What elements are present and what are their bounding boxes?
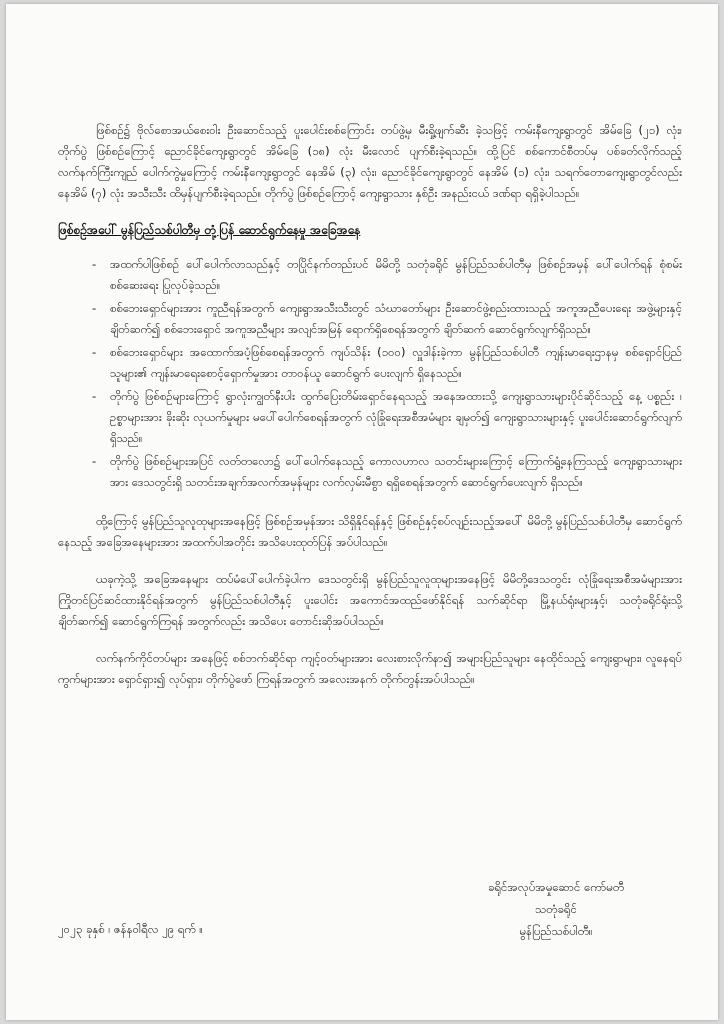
paragraph-appeal: လက်နက်ကိုင်တပ်များ အနေဖြင့် စစ်ဘက်ဆိုင်ရာ ကျင့်ဝတ်များအား လေးစားလိုက်နာ၍ အများပြည်သူများ နေထိုင်သည့် ကျေးရွာများ၊ လူနေရပ်ကွက်များအား ရှောင်ရှား၍ လုပ်ရှား၊ တိုက်ပွဲဖော် ကြရန်အတွက် အလေးအနက် တိုက်တွန်းအပ်ပါသည်။ — [58, 651, 682, 686]
signature-block — [456, 876, 656, 942]
list-item: - တိုက်ပွဲ ဖြစ်စဉ်များကြောင့် ရွာလုံးကျွတ်နီးပါး ထွက်ပြေးတိမ်းရှောင်နေရသည့် အနေအထားသို့ ကျေးရွာသားများပိုင်ဆိုင်သည့် နေ့ ပစ္စည်း ၊ ဥစ္စာများအား ခိုးဆိုး လုယက်မှုများ မပေါ်ပေါက်စေရန်အတွက် လုံခြုံရေးအစီအမံများ ချမှတ်၍ ကျေးရွာသားများနှင့် ပူးပေါင်းဆောင်ရွက်လျက် ရှိသည်။ — [92, 389, 682, 445]
paragraph-notice: ထို့ကြောင့် မွန်ပြည်သူလူထုများအနေဖြင့် ဖြစ်စဉ်အမှန်အား သိရှိနိုင်ရန်နှင့် ဖြစ်စဉ်နှင့်စပ်လျဉ်းသည့်အပေါ် မိမိတို့ မွန်ပြည်သစ်ပါတီမှ ဆောင်ရွက်နေသည့် အခြေအနေများအား အထက်ပါအတိုင်း အသိပေးထုတ်ပြန် အပ်ပါသည်။ — [58, 514, 682, 549]
list-item-text: စစ်ဘေးရှောင်များအား ကူညီရန်အတွက် ကျေးရွာအသီးသီးတွင် သံဃာတော်များ ဦးဆောင်ဖွဲ့စည်းထားသည့် အကူအညီပေးရေး အဖွဲ့များနှင့် ချိတ်ဆက်၍ စစ်ဘေးရှောင် အကူအညီများ အလျင်အမြန် ရောက်ရှိစေရန်အတွက် ချိတ်ဆက် ဆောင်ရွက်လျက်ရှိသည်။ — [110, 301, 682, 336]
response-list — [58, 254, 682, 493]
list-item-text: တိုက်ပွဲ ဖြစ်စဉ်များကြောင့် ရွာလုံးကျွတ်နီးပါး ထွက်ပြေးတိမ်းရှောင်နေရသည့် အနေအထားသို့ ကျေးရွာသားများပိုင်ဆိုင်သည့် နေ့ ပစ္စည်း ၊ ဥစ္စာများအား ခိုးဆိုး လုယက်မှုများ မပေါ်ပေါက်စေရန်အတွက် လုံခြုံရေးအစီအမံများ ချမှတ်၍ ကျေးရွာသားများနှင့် ပူးပေါင်းဆောင်ရွက်လျက် ရှိသည်။ — [110, 389, 682, 445]
list-item-text: အထက်ပါဖြစ်စဉ် ပေါ်ပေါက်လာသည်နှင့် တပြိုင်နက်တည်းပင် မိမိတို့ သတုံခရိုင် မွန်ပြည်သစ်ပါတီမှ ဖြစ်စဉ်အမှန် ပေါ်ပေါက်ရန် စုံစမ်းစစ်ဆေးရေး ပြုလုပ်ခဲ့သည်။ — [110, 257, 682, 292]
document-page — [6, 4, 718, 1020]
list-item: - အထက်ပါဖြစ်စဉ် ပေါ်ပေါက်လာသည်နှင့် တပြိုင်နက်တည်းပင် မိမိတို့ သတုံခရိုင် မွန်ပြည်သစ်ပါတီမှ ဖြစ်စဉ်အမှန် ပေါ်ပေါက်ရန် စုံစမ်းစစ်ဆေးရေး ပြုလုပ်ခဲ့သည်။ — [92, 257, 682, 292]
paragraph-request: ယခုကဲ့သို့ အခြေအနေများ ထပ်မံပေါ်ပေါက်ခဲ့ပါက ဒေသတွင်းရှိ မွန်ပြည်သူလူထုများအနေဖြင့် မိမိတို့ဒေသတွင်း လုံခြုံရေးအစီအမံများအား ကြိုတင်ပြင်ဆင်ထားနိုင်ရန်အတွက် မွန်ပြည်သစ်ပါတီနှင့် ပူးပေါင်း အကောင်အထည်ဖော်နိုင်ရန် သက်ဆိုင်ရာ မြို့နယ်ရုံးများနှင့်၊ သတုံခရိုင်ရုံးသို့ ချိတ်ဆက်၍ ဆောင်ရွက်ကြရန် အတွက်လည်း အသိပေး တောင်းဆိုအပ်ပါသည်။ — [58, 572, 682, 628]
paragraph-incident: ဖြစ်စဉ်၌ ဗိုလ်စောအယ်စေးဝါး ဦးဆောင်သည့် ပူးပေါင်းစစ်ကြောင်း တပ်ဖွဲ့မှ မီးရှို့ဖျက်ဆီး ခဲ့သဖြင့် ကမ်းနီကျေးရွာတွင် အိမ်ခြေ (၂၁) လုံး၊ တိုက်ပွဲ ဖြစ်စဉ်ကြောင့် ညောင်ခိုင်ကျေးရွာတွင် အိမ်ခြေ (၁၈) လုံး မီးလောင် ပျက်စီးခဲ့ရသည်။ ထို့ပြင် စစ်ကောင်စီတပ်မှ ပစ်ခတ်လိုက်သည့် လက်နက်ကြီးကျည် ပေါက်ကွဲမှုကြောင့် ကမ်းနီကျေးရွာတွင် နေအိမ် (၃) လုံး၊ ညောင်ခိုင်ကျေးရွာတွင် နေအိမ် (၁) လုံး၊ သရက်တောကျေးရွာတွင်လည်း နေအိမ် (၇) လုံး အသီးသီး ထိမှန်ပျက်စီးခဲ့ရသည်။ တိုက်ပွဲ ဖြစ်စဉ်ကြောင့် ကျေးရွာသား နှစ်ဦး အနည်းငယ် ဒဏ်ရာ ရရှိခဲ့ပါသည်။ — [58, 123, 682, 200]
signature-district: သတုံခရိုင် — [535, 902, 577, 916]
signature-committee: ခရိုင်အလုပ်အမှုဆောင် ကော်မတီ — [487, 880, 625, 894]
letter-body — [58, 120, 682, 706]
section-heading: ဖြစ်စဉ်အပေါ် မွန်ပြည်သစ်ပါတီမှ တုံ့ပြန် ဆောင်ရွက်နေမှု အခြေအနေ — [58, 223, 361, 237]
signature-party: မွန်ပြည်သစ်ပါတီ။ — [519, 924, 593, 938]
letter-date: ၂၀၂၃ ခုနှစ် ၊ ဇန်နဝါရီလ ၂၉ ရက် ။ — [58, 922, 203, 936]
list-item: - စစ်ဘေးရှောင်များ အထောက်အပံ့ဖြစ်စေရန်အတွက် ကျပ်သိန်း (၁၀၀) လှူဒါန်းခဲ့ကာ မွန်ပြည်သစ်ပါတီ ကျန်းမာရေးဌာနမှ စစ်ရှောင်ပြည်သူများ၏ ကျန်းမာရေးစောင့်ရှောက်မှုအား တာဝန်ယူ ဆောင်ရွက် ပေးလျက် ရှိနေသည်။ — [92, 345, 682, 380]
list-item: - စစ်ဘေးရှောင်များအား ကူညီရန်အတွက် ကျေးရွာအသီးသီးတွင် သံဃာတော်များ ဦးဆောင်ဖွဲ့စည်းထားသည့် အကူအညီပေးရေး အဖွဲ့များနှင့် ချိတ်ဆက်၍ စစ်ဘေးရှောင် အကူအညီများ အလျင်အမြန် ရောက်ရှိစေရန်အတွက် ချိတ်ဆက် ဆောင်ရွက်လျက်ရှိသည်။ — [92, 301, 682, 336]
list-item-text: တိုက်ပွဲ ဖြစ်စဉ်များအပြင် လတ်တလော၌ ပေါ်ပေါက်နေသည့် ကောလဟာလ သတင်းများကြောင့် ကြောက်ရွံ့နေကြသည့် ကျေးရွာသားများအား ဒေသတွင်းရှိ သတင်းအချက်အလက်အမှန်များ လက်လှမ်းမီစွာ ရရှိစေရန်အတွက် ဆောင်ရွက်ပေးလျက် ရှိသည်။ — [110, 454, 682, 489]
list-item-text: စစ်ဘေးရှောင်များ အထောက်အပံ့ဖြစ်စေရန်အတွက် ကျပ်သိန်း (၁၀၀) လှူဒါန်းခဲ့ကာ မွန်ပြည်သစ်ပါတီ ကျန်းမာရေးဌာနမှ စစ်ရှောင်ပြည်သူများ၏ ကျန်းမာရေးစောင့်ရှောက်မှုအား တာဝန်ယူ ဆောင်ရွက် ပေးလျက် ရှိနေသည်။ — [110, 345, 682, 380]
list-item: - တိုက်ပွဲ ဖြစ်စဉ်များအပြင် လတ်တလော၌ ပေါ်ပေါက်နေသည့် ကောလဟာလ သတင်းများကြောင့် ကြောက်ရွံ့နေကြသည့် ကျေးရွာသားများအား ဒေသတွင်းရှိ သတင်းအချက်အလက်အမှန်များ လက်လှမ်းမီစွာ ရရှိစေရန်အတွက် ဆောင်ရွက်ပေးလျက် ရှိသည်။ — [92, 454, 682, 489]
